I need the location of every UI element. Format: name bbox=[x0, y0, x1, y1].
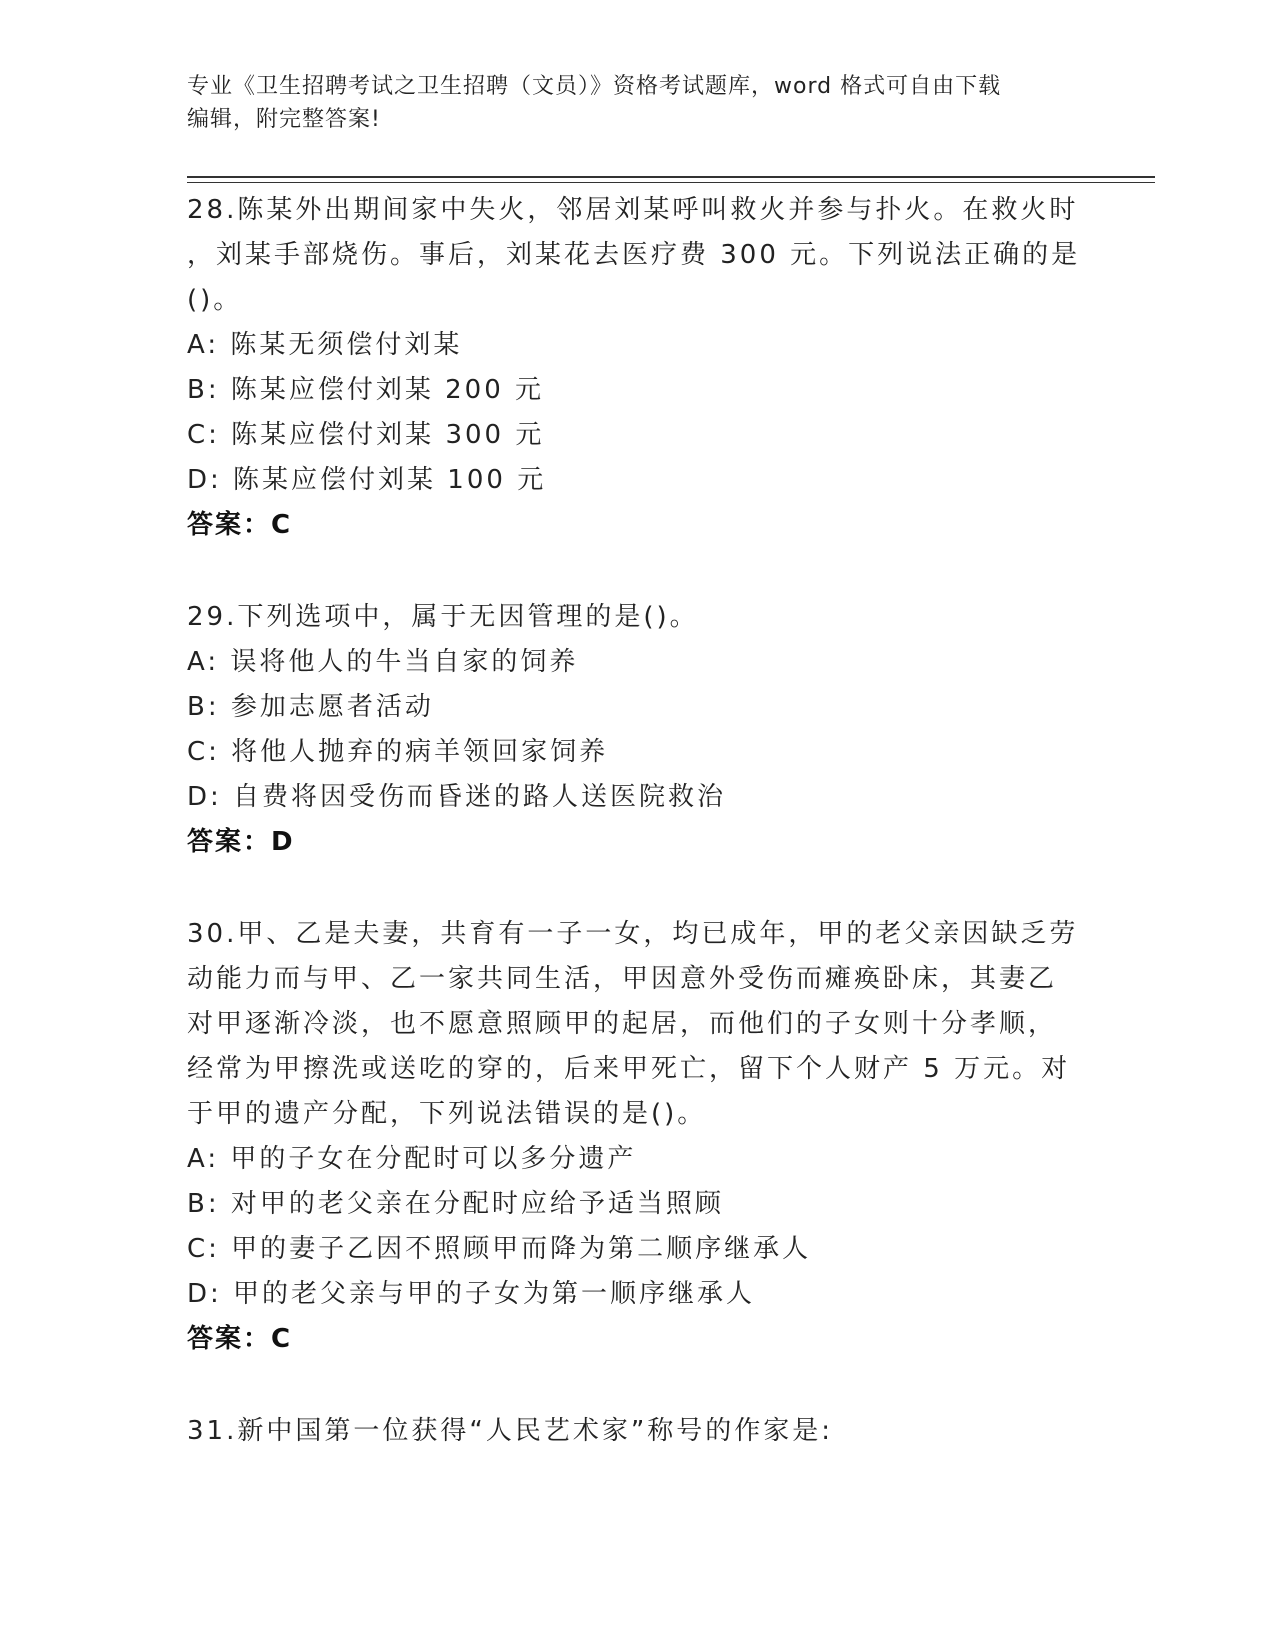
option-b: B: 陈某应偿付刘某 200 元 bbox=[187, 375, 545, 405]
question-text-line: 30.甲、乙是夫妻，共育有一子一女，均已成年，甲的老父亲因缺乏劳 bbox=[187, 919, 1079, 949]
answer-label: 答案：D bbox=[187, 827, 295, 857]
option-b: B: 对甲的老父亲在分配时应给予适当照顾 bbox=[187, 1189, 724, 1219]
question-31 bbox=[187, 1409, 1087, 1454]
option-c: C: 甲的妻子乙因不照顾甲而降为第二顺序继承人 bbox=[187, 1234, 812, 1264]
question-28 bbox=[187, 188, 1087, 548]
option-d: D: 甲的老父亲与甲的子女为第一顺序继承人 bbox=[187, 1279, 756, 1309]
header-divider-thin bbox=[187, 182, 1155, 183]
spacer bbox=[187, 865, 1087, 912]
spacer bbox=[187, 548, 1087, 595]
question-text-line: 29.下列选项中，属于无因管理的是()。 bbox=[187, 602, 699, 632]
option-a: A: 甲的子女在分配时可以多分遗产 bbox=[187, 1144, 637, 1174]
question-30 bbox=[187, 912, 1087, 1362]
option-d: D: 自费将因受伤而昏迷的路人送医院救治 bbox=[187, 782, 727, 812]
header-divider-thick bbox=[187, 176, 1155, 178]
question-text-line: 28.陈某外出期间家中失火，邻居刘某呼叫救火并参与扑火。在救火时 bbox=[187, 195, 1079, 225]
header-line-2: 编辑，附完整答案! bbox=[187, 107, 381, 132]
option-a: A: 误将他人的牛当自家的饲养 bbox=[187, 647, 579, 677]
question-text-line: 31.新中国第一位获得“人民艺术家”称号的作家是: bbox=[187, 1416, 834, 1446]
option-c: C: 将他人抛弃的病羊领回家饲养 bbox=[187, 737, 609, 767]
question-29 bbox=[187, 595, 1087, 865]
option-a: A: 陈某无须偿付刘某 bbox=[187, 330, 463, 360]
question-text-line: 于甲的遗产分配，下列说法错误的是()。 bbox=[187, 1099, 707, 1129]
answer-label: 答案：C bbox=[187, 510, 293, 540]
option-c: C: 陈某应偿付刘某 300 元 bbox=[187, 420, 545, 450]
spacer bbox=[187, 1362, 1087, 1409]
document-header bbox=[187, 70, 1087, 136]
question-text-line: 动能力而与甲、乙一家共同生活，甲因意外受伤而瘫痪卧床，其妻乙 bbox=[187, 964, 1058, 994]
question-text-line: 经常为甲擦洗或送吃的穿的，后来甲死亡，留下个人财产 5 万元。对 bbox=[187, 1054, 1071, 1084]
question-text-line: ()。 bbox=[187, 285, 243, 315]
header-line-1: 专业《卫生招聘考试之卫生招聘（文员）》资格考试题库，word 格式可自由下载 bbox=[187, 74, 1002, 99]
option-b: B: 参加志愿者活动 bbox=[187, 692, 434, 722]
answer-label: 答案：C bbox=[187, 1324, 293, 1354]
question-list bbox=[187, 188, 1087, 1454]
question-text-line: ，刘某手部烧伤。事后，刘某花去医疗费 300 元。下列说法正确的是 bbox=[187, 240, 1081, 270]
question-text-line: 对甲逐渐冷淡，也不愿意照顾甲的起居，而他们的子女则十分孝顺， bbox=[187, 1009, 1058, 1039]
option-d: D: 陈某应偿付刘某 100 元 bbox=[187, 465, 547, 495]
